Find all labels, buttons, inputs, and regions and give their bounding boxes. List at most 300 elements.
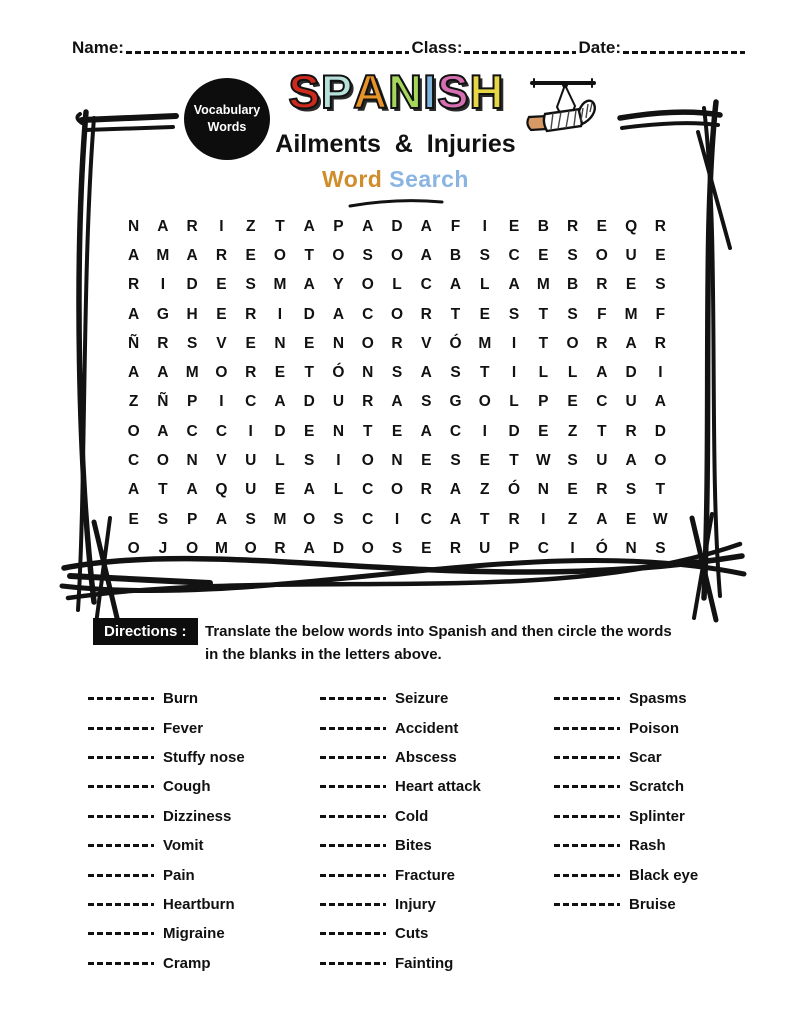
word-item (88, 684, 320, 713)
grid-cell: N (391, 452, 403, 470)
grid-cell: A (362, 217, 374, 235)
grid-cell: S (421, 393, 432, 411)
grid-cell: E (216, 305, 227, 323)
word-label: Poison (629, 719, 680, 737)
word-item (88, 772, 320, 801)
grid-cell: I (277, 305, 283, 323)
word-label: Fainting (395, 954, 454, 972)
grid-cell: I (394, 510, 400, 528)
grid-cell: C (362, 481, 374, 499)
grid-cell: U (245, 452, 257, 470)
grid-cell: Ó (449, 334, 462, 352)
word-item (320, 890, 554, 919)
grid-cell: E (567, 481, 578, 499)
word-item (320, 802, 554, 831)
grid-cell: O (595, 246, 608, 264)
grid-cell: A (128, 246, 140, 264)
grid-cell: M (536, 276, 550, 294)
grid-cell: S (567, 452, 578, 470)
word-item (88, 802, 320, 831)
directions-text: Translate the below words into Spanish and then circle the words in the blanks in the letters above. (205, 623, 672, 663)
grid-cell: A (128, 364, 140, 382)
word-item (320, 713, 554, 742)
grid-cell: C (362, 305, 374, 323)
word-item (554, 713, 764, 742)
grid-cell: T (480, 364, 490, 382)
grid-cell: S (479, 246, 490, 264)
grid-cell: A (449, 510, 462, 528)
word-label: Fracture (395, 866, 456, 884)
grid-cell: L (567, 364, 578, 382)
grid-cell: A (391, 393, 403, 411)
answer-blank-line (320, 785, 386, 788)
word-label: Vomit (163, 837, 204, 855)
word-item (320, 772, 554, 801)
grid-cell: T (597, 422, 607, 440)
grid-cell: I (511, 364, 517, 382)
word-label: Cough (163, 778, 211, 796)
answer-blank-line (320, 756, 386, 759)
grid-cell: S (333, 510, 344, 528)
grid-cell: M (273, 510, 287, 528)
grid-cell: T (304, 364, 314, 382)
grid-cell: S (625, 481, 637, 499)
grid-cell: C (596, 393, 608, 411)
grid-cell: C (537, 539, 549, 557)
date-label: Date: (578, 38, 621, 57)
grid-cell: A (420, 246, 432, 264)
answer-blank-line (554, 785, 620, 788)
answer-blank-line (320, 697, 386, 700)
grid-cell: A (654, 393, 666, 411)
word-label: Heartburn (163, 895, 235, 913)
directions-label-box (93, 618, 198, 645)
grid-cell: S (567, 246, 578, 264)
grid-cell: S (655, 276, 666, 294)
answer-blank-line (320, 844, 386, 847)
spanish-letter: A (353, 65, 387, 118)
grid-cell: F (655, 305, 666, 323)
grid-cell: Q (625, 217, 638, 235)
grid-cell: V (421, 334, 432, 352)
answer-blank-line (88, 844, 154, 847)
grid-cell: M (156, 246, 170, 264)
word-label: Pain (163, 866, 195, 884)
grid-cell: I (541, 510, 546, 528)
grid-cell: A (157, 217, 169, 235)
grid-cell: I (160, 276, 166, 294)
grid-cell: T (509, 452, 519, 470)
grid-cell: R (508, 510, 520, 528)
grid-cell: R (274, 539, 286, 557)
grid-cell: C (186, 422, 198, 440)
grid-cell: S (655, 539, 666, 557)
answer-blank-line (554, 815, 620, 818)
grid-cell: N (537, 481, 549, 499)
grid-cell: A (128, 305, 140, 323)
answer-blank-line (320, 815, 386, 818)
grid-cell: N (332, 334, 345, 352)
word-label: Spasms (629, 690, 687, 708)
word-label: Migraine (163, 925, 225, 943)
grid-cell: O (361, 539, 374, 557)
word-column (554, 684, 764, 978)
word-label: Accident (395, 719, 459, 737)
word-item (88, 831, 320, 860)
grid-cell: E (508, 217, 520, 235)
grid-cell: N (128, 217, 140, 235)
grid-cell: O (215, 364, 228, 382)
word-label: Splinter (629, 807, 685, 825)
answer-blank-line (554, 844, 620, 847)
word-label: Seizure (395, 690, 449, 708)
grid-cell: M (624, 305, 638, 323)
word-item (554, 772, 764, 801)
word-item (320, 919, 554, 948)
grid-cell: A (625, 452, 637, 470)
word-item (88, 949, 320, 978)
grid-cell: N (625, 539, 637, 557)
grid-cell: L (480, 276, 490, 294)
grid-cell: R (420, 305, 432, 323)
grid-cell: O (654, 452, 667, 470)
word-column (320, 684, 554, 978)
word-label: Cold (395, 807, 429, 825)
grid-cell: L (538, 364, 549, 382)
answer-blank-line (88, 962, 154, 965)
grid-cell: E (304, 334, 315, 352)
answer-blank-line (88, 815, 154, 818)
grid-cell: C (420, 510, 432, 528)
grid-cell: S (391, 539, 403, 557)
answer-blank-line (320, 962, 386, 965)
grid-cell: E (538, 246, 549, 264)
grid-cell: G (156, 305, 169, 323)
grid-cell: E (625, 276, 637, 294)
grid-cell: W (535, 452, 551, 470)
word-search-heading (0, 166, 791, 193)
word-item (554, 890, 764, 919)
grid-cell: B (537, 217, 549, 235)
word-item (88, 713, 320, 742)
grid-cell: Ñ (128, 334, 140, 352)
grid-cell: I (482, 217, 487, 235)
grid-cell: Ó (508, 481, 521, 499)
grid-cell: D (274, 422, 286, 440)
grid-cell: R (566, 217, 579, 235)
grid-cell: A (508, 276, 520, 294)
grid-cell: R (625, 422, 637, 440)
word-label: Cuts (395, 925, 429, 943)
grid-cell: N (332, 422, 345, 440)
word-item (320, 743, 554, 772)
grid-cell: A (157, 422, 169, 440)
spanish-letter: H (469, 65, 503, 118)
spanish-letter: P (320, 65, 352, 118)
grid-cell: Z (480, 481, 490, 499)
underline-squiggle-icon (346, 196, 446, 210)
grid-cell: Q (215, 481, 228, 499)
grid-cell: P (333, 217, 344, 235)
word-label: Bruise (629, 895, 676, 913)
answer-blank-line (88, 756, 154, 759)
grid-cell: S (450, 452, 461, 470)
grid-cell: A (303, 539, 315, 557)
grid-cell: L (509, 393, 519, 411)
word-label: Scar (629, 748, 662, 766)
grid-cell: A (420, 217, 432, 235)
grid-cell: A (596, 364, 608, 382)
word-item (554, 743, 764, 772)
grid-cell: T (275, 217, 285, 235)
grid-cell: E (245, 246, 256, 264)
spanish-letter: S (437, 65, 468, 118)
grid-cell: Ó (332, 364, 345, 382)
grid-cell: F (450, 217, 461, 235)
word-item (88, 860, 320, 889)
grid-cell: E (421, 539, 432, 557)
grid-cell: U (332, 393, 345, 411)
grid-cell: R (449, 539, 462, 557)
grid-cell: G (449, 393, 462, 411)
grid-cell: O (332, 246, 345, 264)
grid-cell: A (186, 246, 198, 264)
badge-line-2: Words (207, 120, 247, 134)
grid-cell: C (508, 246, 520, 264)
grid-cell: O (361, 334, 374, 352)
word-item (554, 831, 764, 860)
grid-cell: S (304, 452, 315, 470)
answer-blank-line (320, 903, 386, 906)
grid-cell: A (274, 393, 286, 411)
grid-cell: I (336, 452, 341, 470)
grid-cell: E (655, 246, 666, 264)
grid-cell: V (216, 334, 227, 352)
grid-cell: A (449, 481, 462, 499)
word-item (320, 684, 554, 713)
grid-cell: N (186, 452, 198, 470)
word-item (554, 684, 764, 713)
word-item (320, 860, 554, 889)
grid-cell: E (625, 510, 637, 528)
badge-line-1: Vocabulary (193, 103, 261, 118)
grid-cell: M (185, 364, 199, 382)
grid-cell: B (566, 276, 579, 294)
grid-cell: T (655, 481, 666, 499)
grid-cell: Z (245, 217, 256, 235)
grid-cell: A (420, 364, 432, 382)
grid-cell: E (274, 364, 286, 382)
grid-cell: O (186, 539, 199, 557)
grid-cell: A (303, 217, 315, 235)
grid-cell: R (596, 481, 608, 499)
grid-cell: A (128, 481, 140, 499)
grid-cell: A (449, 276, 462, 294)
grid-cell: A (303, 276, 315, 294)
word-label: Burn (163, 690, 198, 708)
grid-cell: D (303, 393, 315, 411)
grid-cell: B (449, 246, 462, 264)
grid-cell: I (219, 393, 224, 411)
word-label: Fever (163, 719, 204, 737)
word-search-grid (119, 212, 675, 564)
grid-cell: A (332, 305, 345, 323)
word-item (88, 743, 320, 772)
grid-cell: Y (333, 276, 344, 294)
grid-cell: S (362, 246, 373, 264)
grid-cell: A (420, 422, 432, 440)
grid-cell: R (245, 305, 257, 323)
name-label: Name: (72, 38, 124, 57)
grid-cell: C (128, 452, 140, 470)
word-label: Cramp (163, 954, 211, 972)
grid-cell: P (186, 510, 198, 528)
spanish-letter: N (388, 65, 422, 118)
grid-cell: C (449, 422, 462, 440)
grid-cell: U (625, 393, 637, 411)
answer-blank-line (320, 874, 386, 877)
grid-cell: E (479, 452, 490, 470)
grid-cell: R (420, 481, 432, 499)
grid-cell: F (597, 305, 607, 323)
answer-blank-line (320, 727, 386, 730)
grid-cell: O (303, 510, 316, 528)
word-label: Dizziness (163, 807, 232, 825)
grid-cell: O (127, 422, 140, 440)
grid-cell: P (508, 539, 520, 557)
grid-cell: O (244, 539, 257, 557)
grid-cell: E (479, 305, 490, 323)
answer-blank-line (554, 697, 620, 700)
grid-cell: C (245, 393, 257, 411)
grid-cell: C (420, 276, 432, 294)
grid-cell: Z (128, 393, 139, 411)
grid-cell: M (478, 334, 492, 352)
grid-cell: O (566, 334, 579, 352)
grid-cell: E (128, 510, 139, 528)
grid-cell: O (478, 393, 491, 411)
word-list (88, 684, 764, 978)
grid-cell: D (508, 422, 520, 440)
word-item (320, 831, 554, 860)
grid-cell: W (653, 510, 668, 528)
grid-cell: R (654, 334, 666, 352)
grid-cell: Z (567, 422, 578, 440)
grid-cell: T (362, 422, 373, 440)
name-blank-line (126, 51, 409, 54)
answer-blank-line (554, 874, 620, 877)
grid-cell: A (157, 364, 169, 382)
grid-cell: R (362, 393, 374, 411)
grid-cell: E (245, 334, 256, 352)
grid-cell: L (333, 481, 344, 499)
grid-cell: O (273, 246, 286, 264)
grid-cell: T (158, 481, 168, 499)
header (72, 38, 747, 58)
grid-cell: E (567, 393, 578, 411)
answer-blank-line (88, 932, 154, 935)
answer-blank-line (320, 932, 386, 935)
grid-cell: Z (567, 510, 578, 528)
word-item (554, 802, 764, 831)
subtitle-ailments-injuries: Ailments & Injuries (275, 130, 516, 158)
grid-cell: A (596, 510, 608, 528)
grid-cell: O (156, 452, 169, 470)
grid-cell: E (216, 276, 227, 294)
answer-blank-line (554, 727, 620, 730)
grid-cell: R (654, 217, 666, 235)
grid-cell: O (361, 452, 374, 470)
answer-blank-line (88, 874, 154, 877)
grid-cell: A (303, 481, 315, 499)
word-label: Abscess (395, 748, 457, 766)
grid-cell: T (480, 510, 490, 528)
grid-cell: O (361, 276, 374, 294)
answer-blank-line (554, 903, 620, 906)
grid-cell: U (625, 246, 637, 264)
grid-cell: E (274, 481, 286, 499)
grid-cell: D (625, 364, 637, 382)
grid-cell: R (596, 334, 608, 352)
grid-cell: D (186, 276, 198, 294)
class-label: Class: (411, 38, 463, 57)
grid-cell: M (214, 539, 228, 557)
grid-cell: C (362, 510, 374, 528)
grid-cell: P (186, 393, 198, 411)
grid-cell: T (538, 334, 549, 352)
grid-cell: I (482, 422, 487, 440)
grid-cell: R (157, 334, 169, 352)
grid-cell: E (421, 452, 432, 470)
word-search-heading-part: Search (389, 166, 469, 192)
grid-cell: T (450, 305, 461, 323)
grid-cell: I (511, 334, 517, 352)
spanish-title (0, 65, 791, 118)
grid-cell: E (391, 422, 403, 440)
answer-blank-line (88, 785, 154, 788)
word-column (88, 684, 320, 978)
grid-cell: T (538, 305, 549, 323)
grid-cell: D (303, 305, 315, 323)
grid-cell: S (157, 510, 169, 528)
word-search-heading-part: Word (322, 166, 390, 192)
word-label: Bites (395, 837, 432, 855)
grid-cell: R (596, 276, 608, 294)
word-label: Injury (395, 895, 436, 913)
grid-cell: S (508, 305, 520, 323)
answer-blank-line (88, 727, 154, 730)
grid-cell: C (215, 422, 228, 440)
grid-cell: D (391, 217, 403, 235)
grid-cell: R (128, 276, 140, 294)
grid-cell: T (304, 246, 314, 264)
grid-cell: I (570, 539, 575, 557)
word-label: Scratch (629, 778, 685, 796)
grid-cell: L (392, 276, 402, 294)
grid-cell: O (390, 305, 404, 323)
grid-cell: E (596, 217, 607, 235)
grid-cell: I (219, 217, 224, 235)
grid-cell: R (245, 364, 257, 382)
grid-cell: S (245, 510, 256, 528)
grid-cell: U (596, 452, 608, 470)
answer-blank-line (88, 697, 154, 700)
grid-cell: L (275, 452, 285, 470)
grid-cell: J (158, 539, 168, 557)
grid-cell: M (273, 276, 287, 294)
word-label: Stuffy nose (163, 748, 245, 766)
grid-cell: A (625, 334, 637, 352)
